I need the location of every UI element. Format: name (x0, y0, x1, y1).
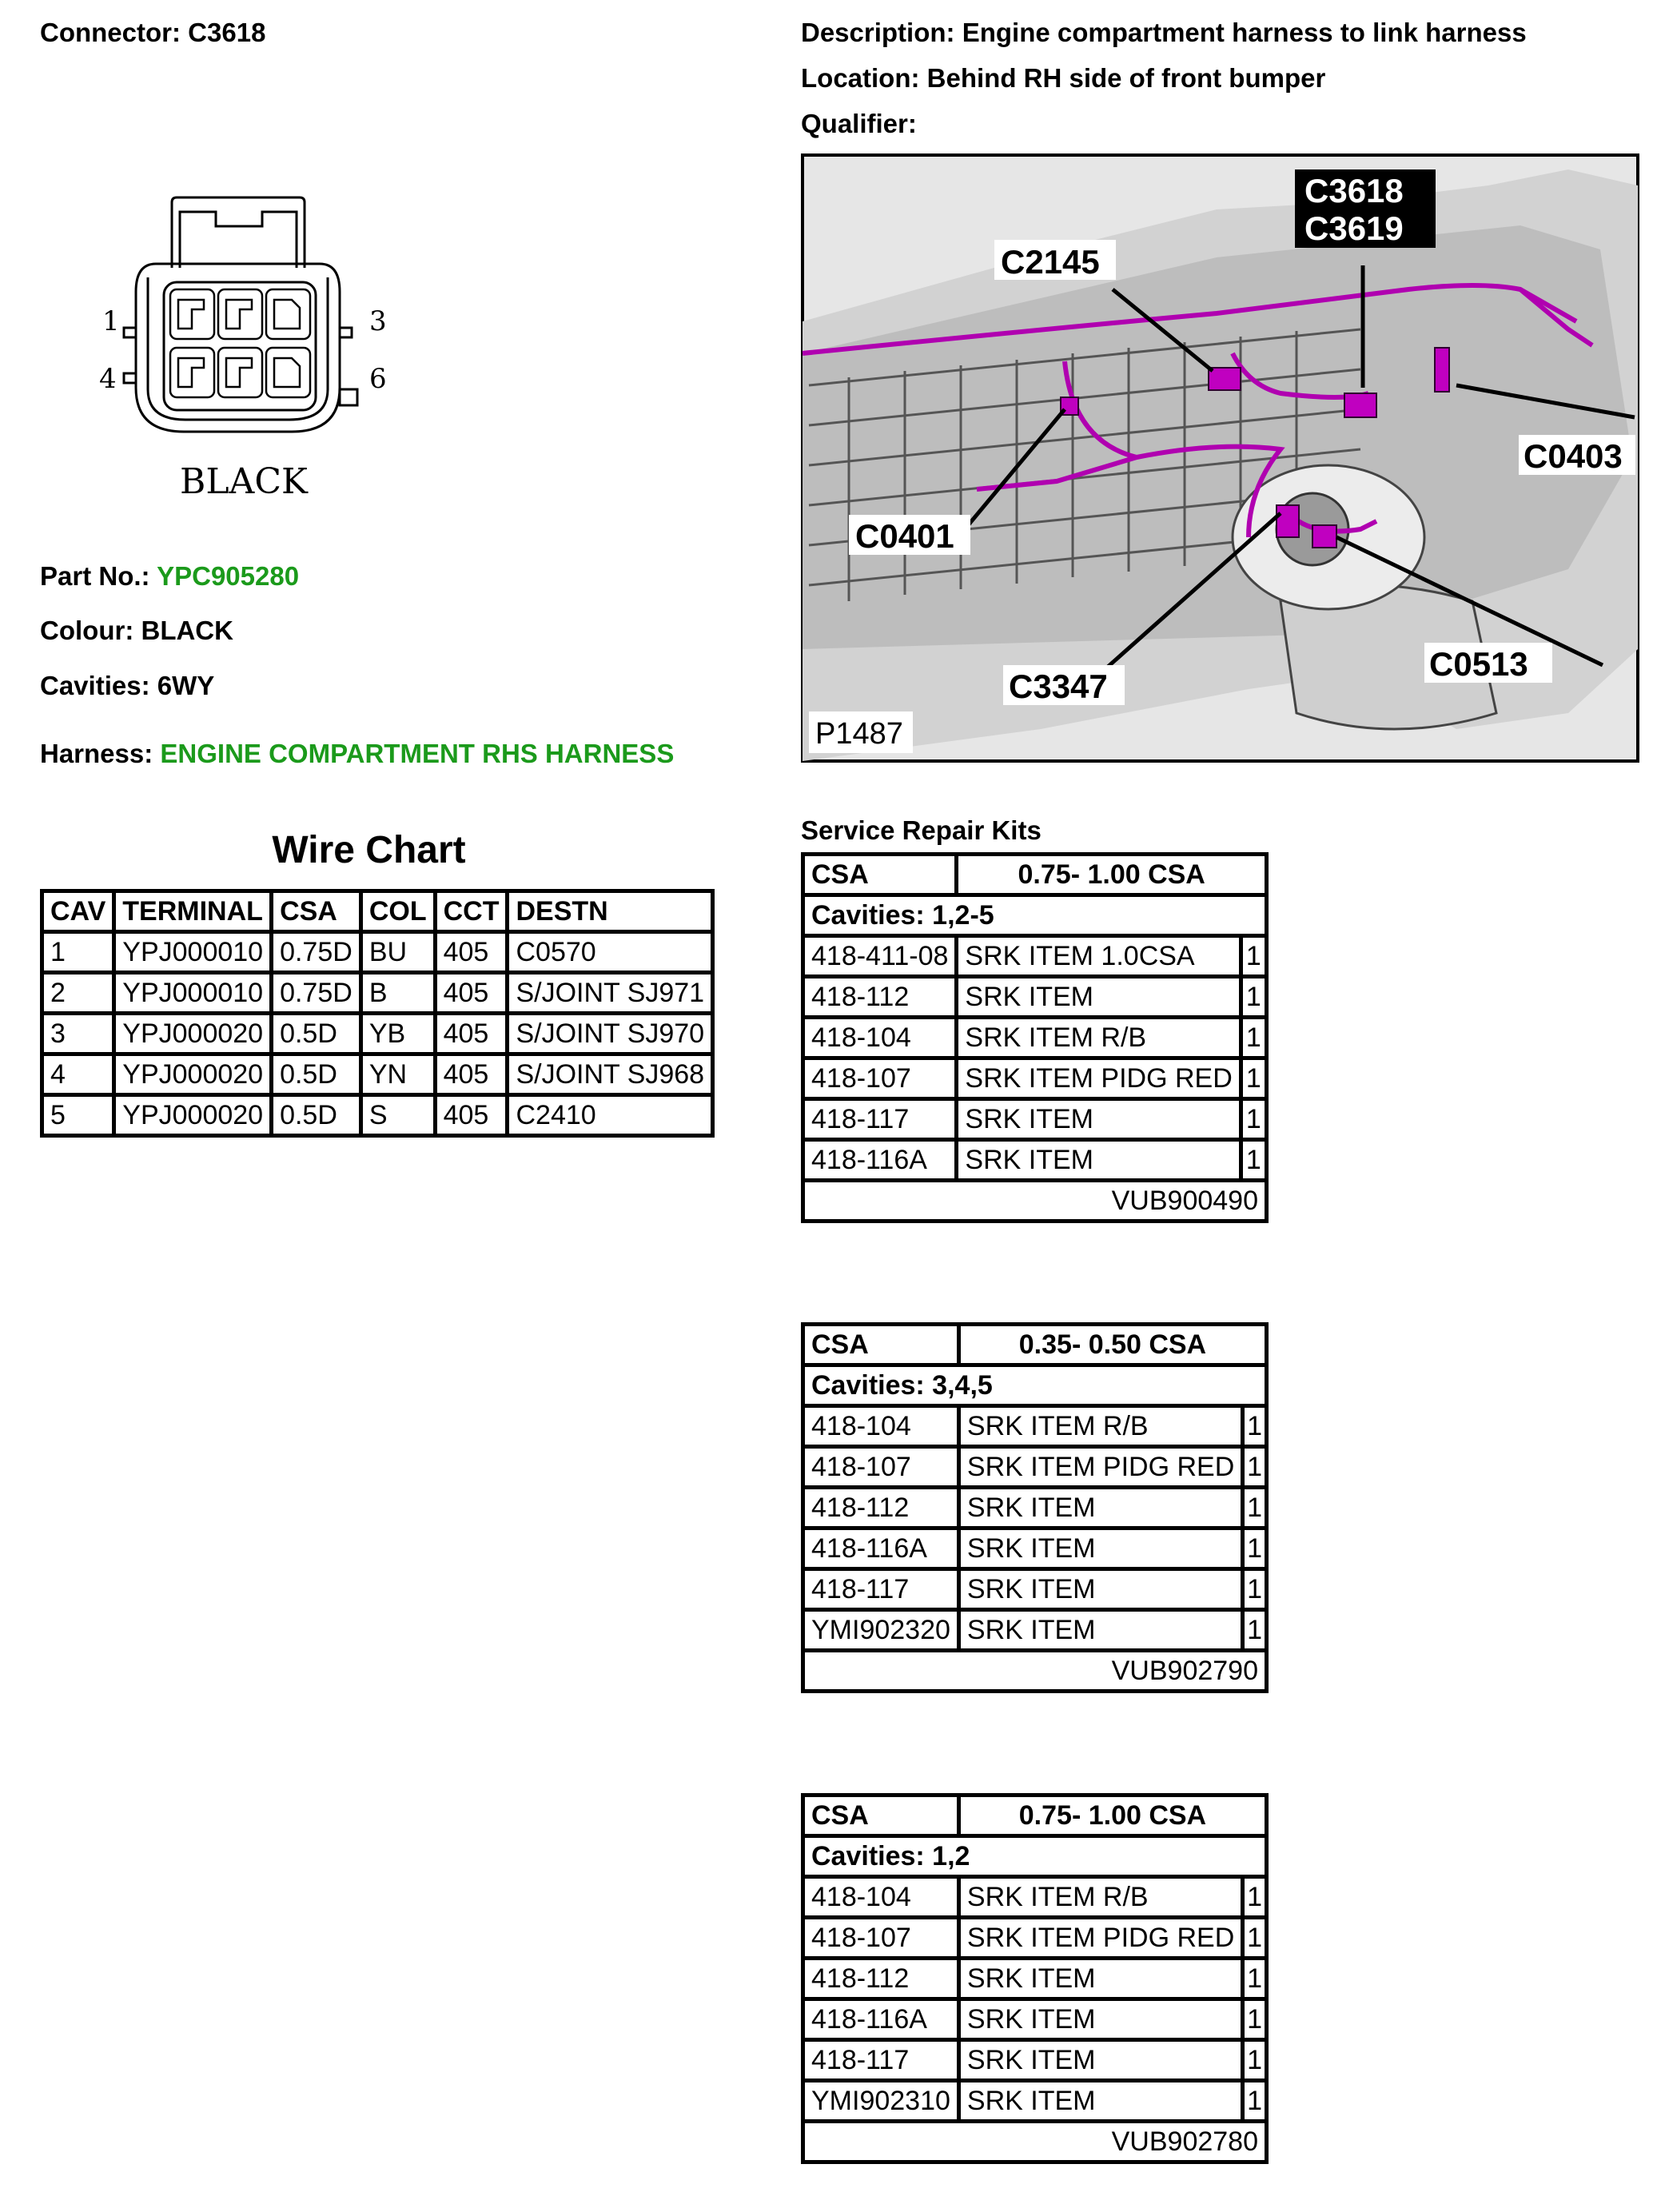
cav-cell: 2 (42, 973, 114, 1014)
header-destn: DESTN (508, 891, 713, 932)
table-row (803, 1569, 1267, 1610)
photo-reference: P1487 (815, 717, 903, 751)
csa-cell: 0.75D (272, 973, 361, 1014)
terminal-cell: YPJ000020 (114, 1014, 272, 1054)
kit-desc-cell: SRK ITEM (958, 1528, 1242, 1569)
repair-kit-table-2 (801, 1322, 1269, 1693)
kit-number-row (803, 1651, 1267, 1692)
part-number-line (40, 561, 299, 592)
table-row (803, 1140, 1267, 1181)
kit-csa-row (803, 855, 1267, 895)
kit-part-cell: 418-116A (803, 1528, 959, 1569)
table-row (42, 1054, 713, 1095)
table-row (803, 1877, 1267, 1918)
kit-qty-cell: 1 (1243, 1406, 1267, 1447)
harness-line (40, 739, 674, 769)
col-cell: YB (360, 1014, 435, 1054)
kit-csa-value: 0.35- 0.50 CSA (958, 1325, 1266, 1365)
kit-csa-row (803, 1325, 1267, 1365)
wire-chart-table (40, 889, 715, 1138)
kit-part-cell: 418-117 (803, 1569, 959, 1610)
kit-qty-cell: 1 (1243, 1918, 1267, 1959)
table-row (803, 936, 1267, 977)
header-cav: CAV (42, 891, 114, 932)
kit-qty-cell: 1 (1243, 1488, 1267, 1528)
destn-cell: S/JOINT SJ971 (508, 973, 713, 1014)
kit-csa-label: CSA (803, 855, 957, 895)
table-row (803, 2040, 1267, 2081)
destn-cell: C2410 (508, 1095, 713, 1136)
kit-qty-cell: 1 (1241, 977, 1266, 1018)
kit-qty-cell: 1 (1243, 1610, 1267, 1651)
callout-c3619: C3619 (1304, 209, 1404, 247)
kit-number: VUB902790 (803, 1651, 1267, 1692)
cct-cell: 405 (435, 1095, 508, 1136)
cavities-line (40, 671, 214, 701)
kit-qty-cell: 1 (1241, 1018, 1266, 1058)
pin-label-3: 3 (369, 305, 387, 337)
kit-number: VUB902780 (803, 2122, 1267, 2162)
kit-desc-cell: SRK ITEM (957, 1140, 1241, 1181)
terminal-cell: YPJ000020 (114, 1095, 272, 1136)
colour-label: Colour: (40, 616, 134, 645)
kit-qty-cell: 1 (1243, 2081, 1267, 2122)
callout-c3347: C3347 (1009, 668, 1108, 705)
connector-face-diagram (88, 188, 392, 508)
kit-qty-cell: 1 (1243, 1569, 1267, 1610)
kit-csa-value: 0.75- 1.00 CSA (957, 855, 1267, 895)
cav-cell: 3 (42, 1014, 114, 1054)
cav-cell: 4 (42, 1054, 114, 1095)
kit-csa-label: CSA (803, 1796, 959, 1836)
callout-c0513: C0513 (1429, 645, 1528, 683)
csa-cell: 0.75D (272, 932, 361, 973)
terminal-cell: YPJ000010 (114, 932, 272, 973)
table-row (803, 1610, 1267, 1651)
table-row (803, 1918, 1267, 1959)
kit-desc-cell: SRK ITEM R/B (957, 1018, 1241, 1058)
table-row (803, 1488, 1267, 1528)
header-cct: CCT (435, 891, 508, 932)
kit-part-cell: YMI902320 (803, 1610, 959, 1651)
kit-part-cell: 418-107 (803, 1447, 959, 1488)
description-line (801, 18, 1527, 48)
kit-qty-cell: 1 (1243, 1999, 1267, 2040)
harness-label: Harness: (40, 739, 153, 768)
location-value: Behind RH side of front bumper (926, 63, 1326, 93)
kit-part-cell: 418-104 (803, 1877, 959, 1918)
kit-cavities: Cavities: 1,2-5 (803, 895, 1267, 936)
kit-part-cell: 418-112 (803, 1959, 959, 1999)
kit-cavities-row (803, 1365, 1267, 1406)
kit-part-cell: 418-411-08 (803, 936, 957, 977)
kit-part-cell: 418-104 (803, 1018, 957, 1058)
kit-part-cell: 418-117 (803, 2040, 959, 2081)
kit-qty-cell: 1 (1243, 1447, 1267, 1488)
location-line (801, 63, 1325, 94)
header-col: COL (360, 891, 435, 932)
table-row (803, 1999, 1267, 2040)
kit-cavities-row (803, 1836, 1267, 1877)
table-row (803, 1058, 1267, 1099)
wire-chart-header-row (42, 891, 713, 932)
part-number-link[interactable]: YPC905280 (157, 561, 300, 591)
table-row (803, 1959, 1267, 1999)
kit-qty-cell: 1 (1241, 1099, 1266, 1140)
description-label: Description: (801, 18, 955, 47)
callout-c2145: C2145 (1001, 243, 1100, 281)
kit-qty-cell: 1 (1243, 2040, 1267, 2081)
kit-qty-cell: 1 (1241, 1058, 1266, 1099)
repair-kit-table-3 (801, 1793, 1269, 2164)
kit-part-cell: YMI902310 (803, 2081, 959, 2122)
kit-desc-cell: SRK ITEM (958, 1610, 1242, 1651)
kit-desc-cell: SRK ITEM (958, 1959, 1242, 1999)
connector-label: Connector: (40, 18, 181, 47)
colour-line (40, 616, 233, 646)
description-value: Engine compartment harness to link harness (962, 18, 1527, 47)
destn-cell: C0570 (508, 932, 713, 973)
connector-colour-caption: BLACK (180, 461, 308, 502)
table-row (803, 1447, 1267, 1488)
kit-csa-row (803, 1796, 1267, 1836)
kit-desc-cell: SRK ITEM R/B (958, 1877, 1242, 1918)
kit-number-row (803, 2122, 1267, 2162)
callout-c0403: C0403 (1524, 437, 1623, 475)
kit-desc-cell: SRK ITEM (957, 1099, 1241, 1140)
kit-desc-cell: SRK ITEM PIDG RED (958, 1447, 1242, 1488)
col-cell: B (360, 973, 435, 1014)
kit-cavities-row (803, 895, 1267, 936)
kit-qty-cell: 1 (1243, 1959, 1267, 1999)
qualifier-label: Qualifier: (801, 109, 917, 138)
csa-cell: 0.5D (272, 1054, 361, 1095)
col-cell: S (360, 1095, 435, 1136)
table-row (42, 932, 713, 973)
connector-heading (40, 18, 265, 48)
kit-number: VUB900490 (803, 1181, 1267, 1222)
wire-chart-title: Wire Chart (272, 829, 466, 871)
header-csa: CSA (272, 891, 361, 932)
part-number-label: Part No.: (40, 561, 150, 591)
location-label: Location: (801, 63, 920, 93)
cav-cell: 1 (42, 932, 114, 973)
kit-csa-label: CSA (803, 1325, 959, 1365)
pin-label-4: 4 (99, 363, 117, 395)
kit-desc-cell: SRK ITEM (958, 2081, 1242, 2122)
table-row (803, 1528, 1267, 1569)
service-repair-kits-title: Service Repair Kits (801, 815, 1042, 845)
table-row (42, 1014, 713, 1054)
csa-cell: 0.5D (272, 1014, 361, 1054)
cavities-value: 6WY (157, 671, 215, 700)
kit-part-cell: 418-112 (803, 1488, 959, 1528)
table-row (42, 973, 713, 1014)
kit-desc-cell: SRK ITEM (958, 1488, 1242, 1528)
kit-csa-value: 0.75- 1.00 CSA (958, 1796, 1266, 1836)
kit-part-cell: 418-112 (803, 977, 957, 1018)
kit-part-cell: 418-116A (803, 1140, 957, 1181)
col-cell: BU (360, 932, 435, 973)
cavities-label: Cavities: (40, 671, 150, 700)
kit-qty-cell: 1 (1243, 1528, 1267, 1569)
kit-cavities: Cavities: 3,4,5 (803, 1365, 1267, 1406)
pin-label-6: 6 (369, 363, 387, 395)
terminal-cell: YPJ000020 (114, 1054, 272, 1095)
table-row (803, 1406, 1267, 1447)
header-terminal: TERMINAL (114, 891, 272, 932)
table-row (42, 1095, 713, 1136)
kit-desc-cell: SRK ITEM R/B (958, 1406, 1242, 1447)
cct-cell: 405 (435, 973, 508, 1014)
csa-cell: 0.5D (272, 1095, 361, 1136)
kit-qty-cell: 1 (1241, 1140, 1266, 1181)
kit-part-cell: 418-116A (803, 1999, 959, 2040)
table-row (803, 1018, 1267, 1058)
destn-cell: S/JOINT SJ968 (508, 1054, 713, 1095)
kit-number-row (803, 1181, 1267, 1222)
colour-value: BLACK (141, 616, 233, 645)
cct-cell: 405 (435, 932, 508, 973)
qualifier-line (801, 109, 917, 139)
table-row (803, 1099, 1267, 1140)
cav-cell: 5 (42, 1095, 114, 1136)
connector-location-photo (801, 153, 1639, 763)
kit-desc-cell: SRK ITEM 1.0CSA (957, 936, 1241, 977)
kit-desc-cell: SRK ITEM PIDG RED (957, 1058, 1241, 1099)
harness-link[interactable]: ENGINE COMPARTMENT RHS HARNESS (160, 739, 675, 768)
kit-part-cell: 418-117 (803, 1099, 957, 1140)
kit-desc-cell: SRK ITEM (958, 1569, 1242, 1610)
kit-part-cell: 418-104 (803, 1406, 959, 1447)
pin-label-1: 1 (102, 305, 120, 337)
cct-cell: 405 (435, 1014, 508, 1054)
kit-desc-cell: SRK ITEM (958, 1999, 1242, 2040)
kit-qty-cell: 1 (1243, 1877, 1267, 1918)
kit-part-cell: 418-107 (803, 1058, 957, 1099)
terminal-cell: YPJ000010 (114, 973, 272, 1014)
kit-part-cell: 418-107 (803, 1918, 959, 1959)
table-row (803, 977, 1267, 1018)
kit-qty-cell: 1 (1241, 936, 1266, 977)
cct-cell: 405 (435, 1054, 508, 1095)
callout-c3618: C3618 (1304, 172, 1404, 209)
destn-cell: S/JOINT SJ970 (508, 1014, 713, 1054)
callout-c0401: C0401 (855, 517, 954, 555)
col-cell: YN (360, 1054, 435, 1095)
kit-desc-cell: SRK ITEM (958, 2040, 1242, 2081)
connector-id: C3618 (188, 18, 266, 47)
table-row (803, 2081, 1267, 2122)
repair-kit-table-1 (801, 852, 1269, 1223)
kit-desc-cell: SRK ITEM PIDG RED (958, 1918, 1242, 1959)
kit-cavities: Cavities: 1,2 (803, 1836, 1267, 1877)
kit-desc-cell: SRK ITEM (957, 977, 1241, 1018)
